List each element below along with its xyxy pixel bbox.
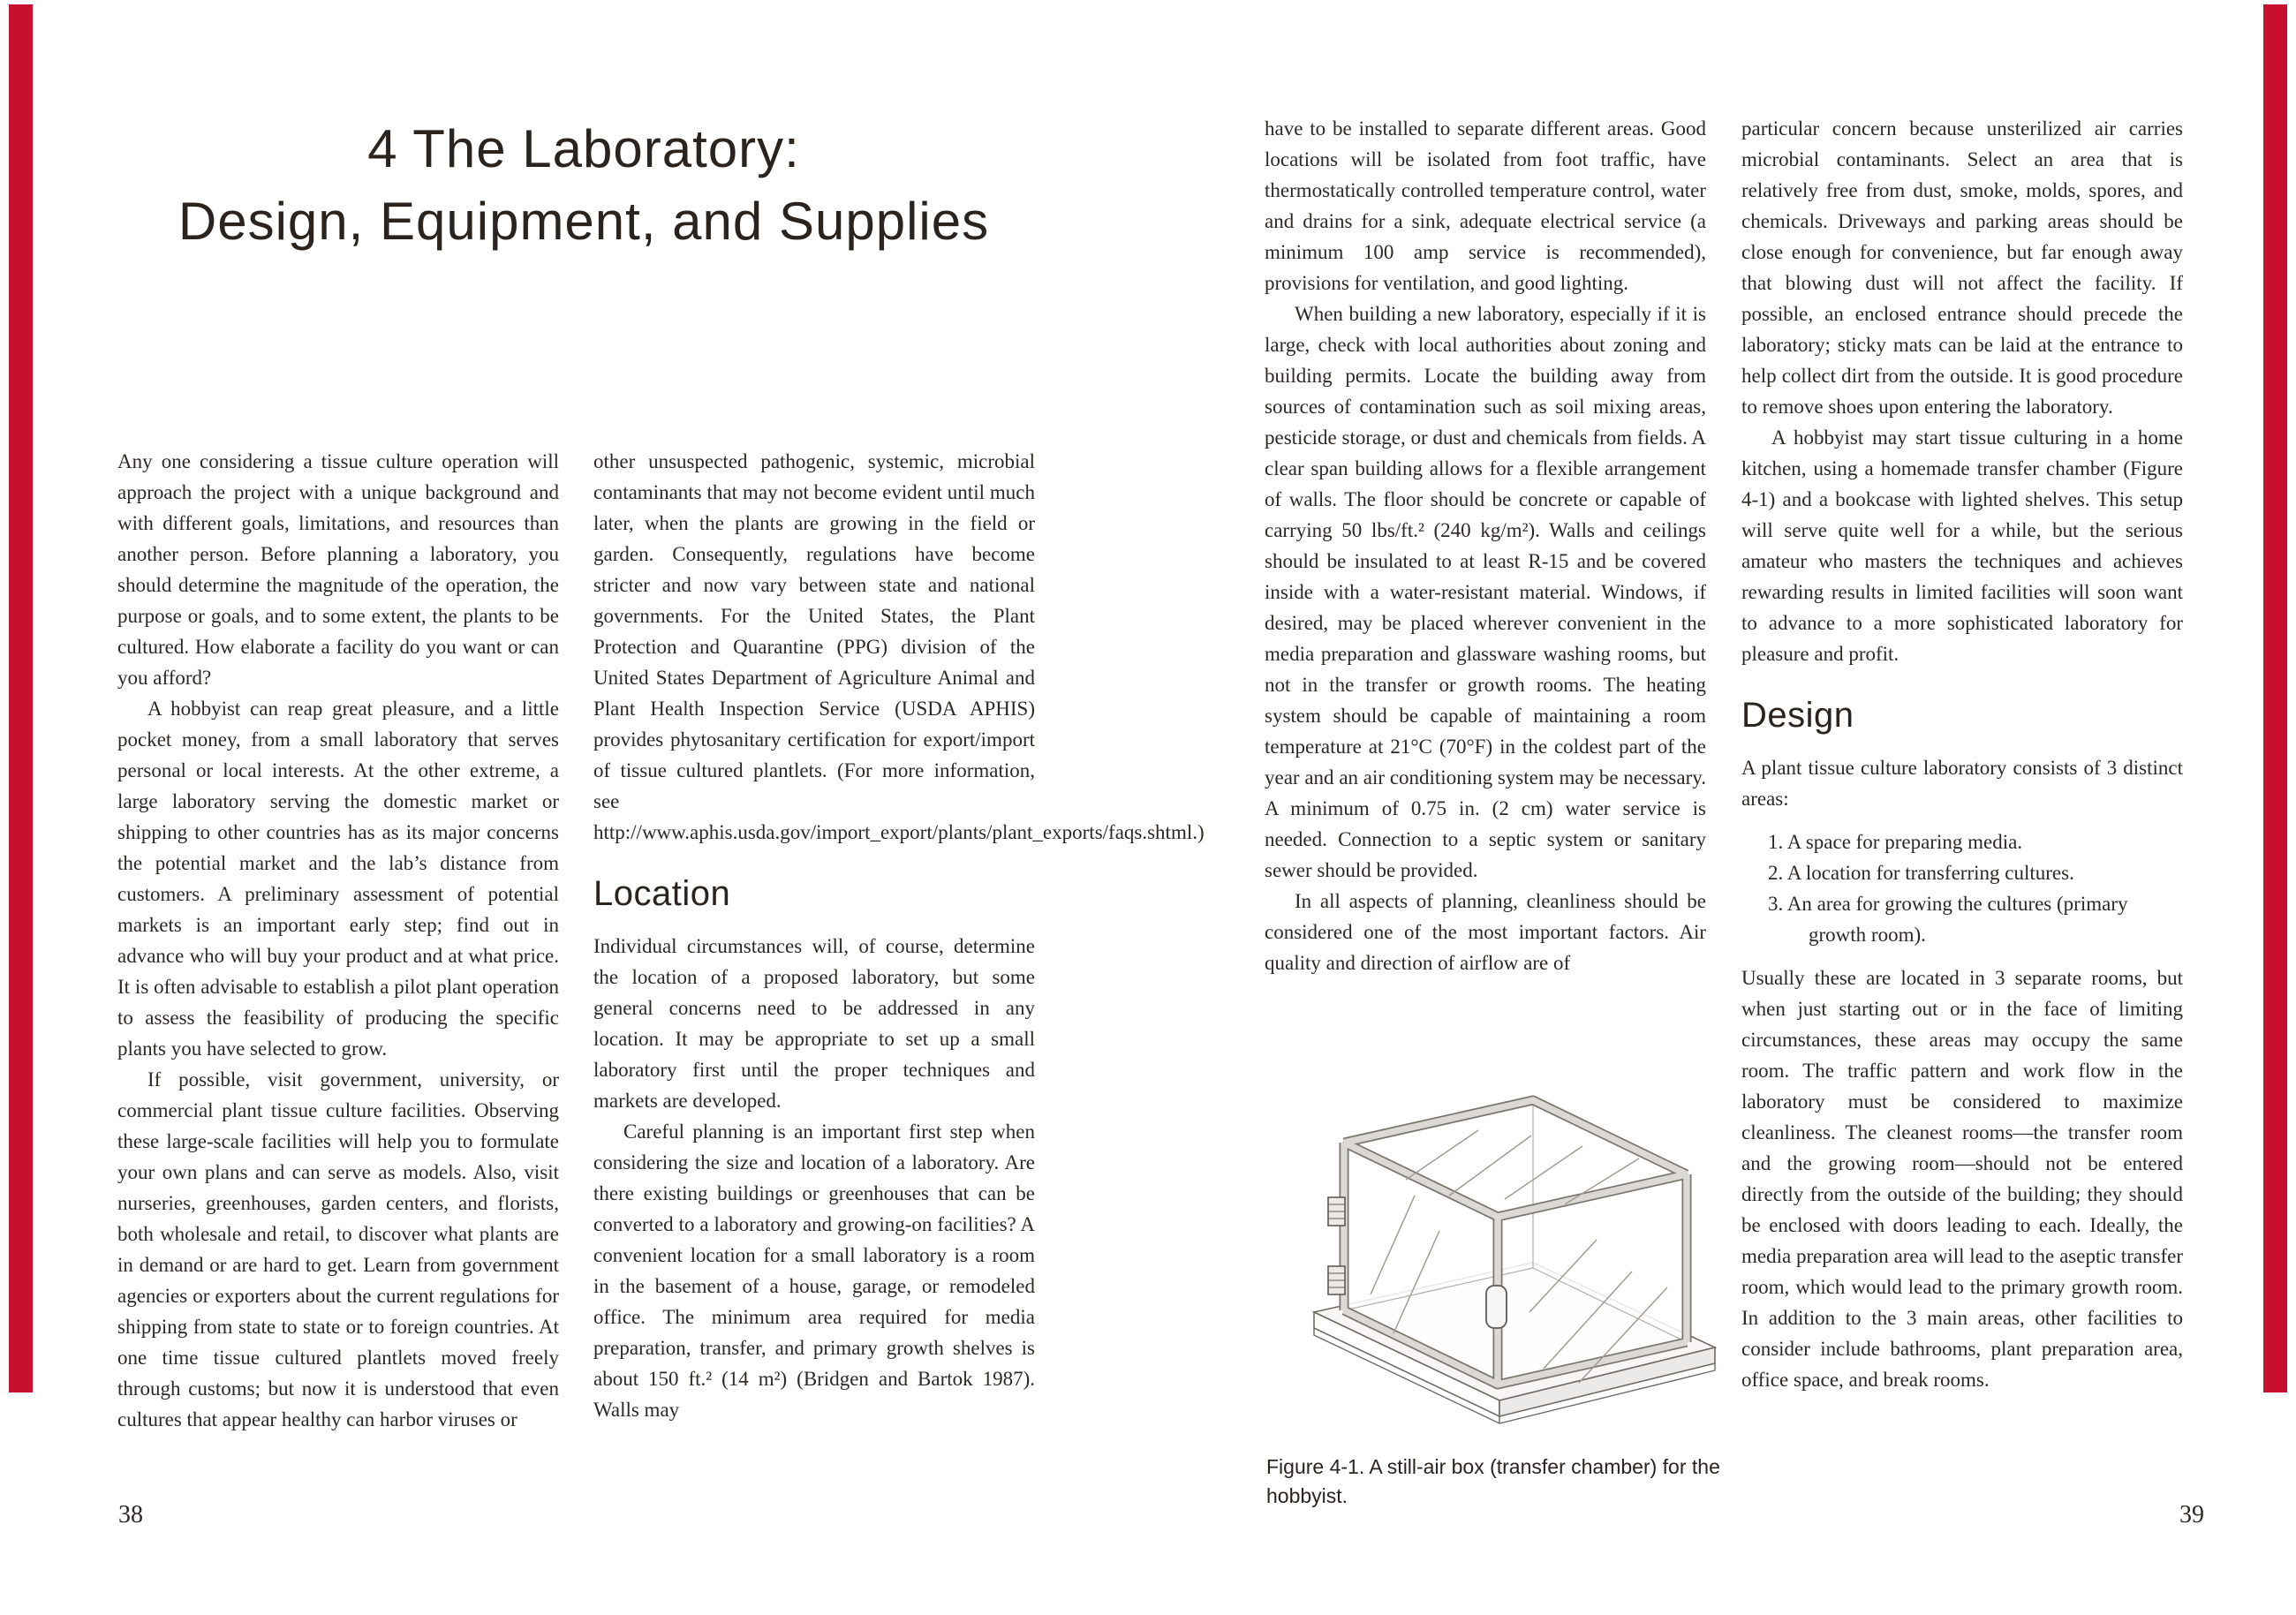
figure-caption: Figure 4-1. A still-air box (transfer chamber) for the hobbyist. — [1266, 1455, 1720, 1507]
list-item: 1. A space for preparing media. — [1768, 831, 2023, 853]
still-air-box-illustration — [1268, 1075, 1736, 1446]
chapter-title — [117, 113, 1050, 258]
still-air-box-figure — [1268, 1075, 1736, 1446]
body-paragraph: A plant tissue culture laboratory consists of 3 distinct areas: — [1741, 757, 2183, 810]
right-page-column-1 — [1265, 113, 1706, 978]
left-page-column-2 — [593, 446, 1205, 1425]
design-heading: Design — [1741, 696, 1854, 735]
body-paragraph: Usually these are located in 3 separate rooms, but when just starting out or in the face of limiting circumstances, these areas may occupy the same room. The traffic pattern and work flow in the laboratory must be considered to maximize cleanliness. The cleanest rooms—the transfer room and the growing room—should not be entered directly from the outside of the building; they should be enclosed with doors leading to each. Ideally, the media preparation area will lead to the aseptic transfer room, which would lead to the primary growth room. In addition to the 3 main areas, other facilities to consider include bathrooms, plant preparation area, office space, and break rooms. — [1741, 967, 2183, 1391]
design-areas-list — [1741, 826, 2183, 950]
body-paragraph: Careful planning is an important first step when considering the size and location of a laboratory. Are there existing buildings or greenhouses that can be converted to a laboratory and growing-on facilities? A convenient location for a small laboratory is a room in the basement of a house, garage, or remodeled office. The minimum area required for media preparation, transfer, and primary growth shelves is about 150 ft.² (14 m²) (Bridgen and Bartok 1987). Walls may — [593, 1121, 1035, 1421]
body-paragraph: A hobbyist can reap great pleasure, and a little pocket money, from a small laboratory that serves personal or local interests. At the other extreme, a large laboratory serving the domestic market or shipping to other countries has as its major concerns the potential market and the lab’s distance from customers. A preliminary assessment of potential markets is an important early step; find out in advance who will buy your product and at what price. It is often advisable to establish a pilot plant operation to assess the feasibility of producing the specific plants you have selected to grow. — [117, 698, 559, 1060]
red-edge-bar-left — [9, 4, 33, 1392]
left-page-column-1 — [117, 446, 559, 1435]
body-paragraph: If possible, visit government, university, or commercial plant tissue culture facilities. Observing these large-scale facilities will help you to formulate your own plans and can serve as models. Also, visit nurseries, greenhouses, garden centers, and florists, both wholesale and retail, to discover what plants are in demand or are hard to get. Learn from government agencies or exporters about the current regulations for shipping from state to state or to foreign countries. At one time tissue cultured plantlets moved freely through customs; but now it is understood that even cultures that appear healthy can harbor viruses or — [117, 1068, 559, 1430]
body-paragraph: Individual circumstances will, of course, determine the location of a proposed laboratory, but some general concerns need to be addressed in any location. It may be appropriate to set up a small laboratory first until the proper techniques and markets are developed. — [593, 935, 1035, 1112]
body-paragraph: A hobbyist may start tissue culturing in a home kitchen, using a homemade transfer chamber (Figure 4-1) and a bookcase with lighted shelves. This setup will serve quite well for a while, but the serious amateur who masters the techniques and achieves rewarding results in limited facilities will soon want to advance to a more sophisticated laboratory for pleasure and profit. — [1741, 426, 2183, 665]
red-edge-bar-right — [2263, 4, 2287, 1392]
body-paragraph: other unsuspected pathogenic, systemic, microbial contaminants that may not become evident until much later, when the plants are growing in the field or garden. Consequently, regulations have become stricter and now vary between state and national governments. For the United States, the Plant Protection and Quarantine (PPG) division of the United States Department of Agriculture Animal and Plant Health Inspection Service (USDA APHIS) provides phytosanitary certification for export/import of tissue cultured plantlets. (For more information, see http://www.aphis.usda.gov/import_export/plants/plant_exports/faqs.shtml.) — [593, 450, 1205, 843]
page-number-left: 38 — [118, 1501, 143, 1528]
list-item: 2. A location for transferring cultures. — [1768, 862, 2074, 884]
body-paragraph: particular concern because unsterilized air carries microbial contaminants. Select an area that is relatively free from dust, smoke, molds, spores, and chemicals. Driveways and parking areas should be close enough for convenience, but far enough away that blowing dust will not affect the facility. If possible, an enclosed entrance should precede the laboratory; sticky mats can be laid at the entrance to help collect dirt from the outside. It is good procedure to remove shoes upon entering the laboratory. — [1741, 117, 2183, 418]
body-paragraph: Any one considering a tissue culture operation will approach the project with a unique background and with different goals, limitations, and resources than another person. Before planning a laboratory, you should determine the magnitude of the operation, the purpose or goals, and to some extent, the plants to be cultured. How elaborate a facility do you want or can you afford? — [117, 450, 559, 689]
location-heading: Location — [593, 874, 731, 913]
list-item: 3. An area for growing the cultures (primary growth room). — [1768, 893, 2128, 946]
body-paragraph: have to be installed to separate different areas. Good locations will be isolated from foot traffic, have thermostatically controlled temperature control, water and drains for a sink, adequate electrical service (a minimum 100 amp service is recommended), provisions for ventilation, and good lighting. — [1265, 117, 1706, 294]
chapter-title-line1: 4 The Laboratory: — [367, 119, 800, 178]
right-page-column-2 — [1741, 113, 2183, 1395]
chapter-title-line2: Design, Equipment, and Supplies — [177, 192, 990, 251]
body-paragraph: When building a new laboratory, especially if it is large, check with local authorities about zoning and building permits. Locate the building away from sources of contamination such as soil mixing areas, pesticide storage, or dust and chemicals from fields. A clear span building allows for a flexible arrangement of walls. The floor should be concrete or capable of carrying 50 lbs/ft.² (240 kg/m²). Walls and ceilings should be insulated to at least R-15 and be covered inside with a water-resistant material. Windows, if desired, may be placed wherever convenient in the media preparation and glassware washing rooms, but not in the transfer or growth rooms. The heating system should be capable of maintaining a room temperature at 21°C (70°F) in the coldest part of the year and an air conditioning system may be necessary. A minimum of 0.75 in. (2 cm) water service is needed. Connection to a septic system or sanitary sewer should be provided. — [1265, 303, 1706, 881]
page-number-right: 39 — [2179, 1501, 2204, 1528]
body-paragraph: In all aspects of planning, cleanliness should be considered one of the most important factors. Air quality and direction of airflow are of — [1265, 890, 1706, 974]
